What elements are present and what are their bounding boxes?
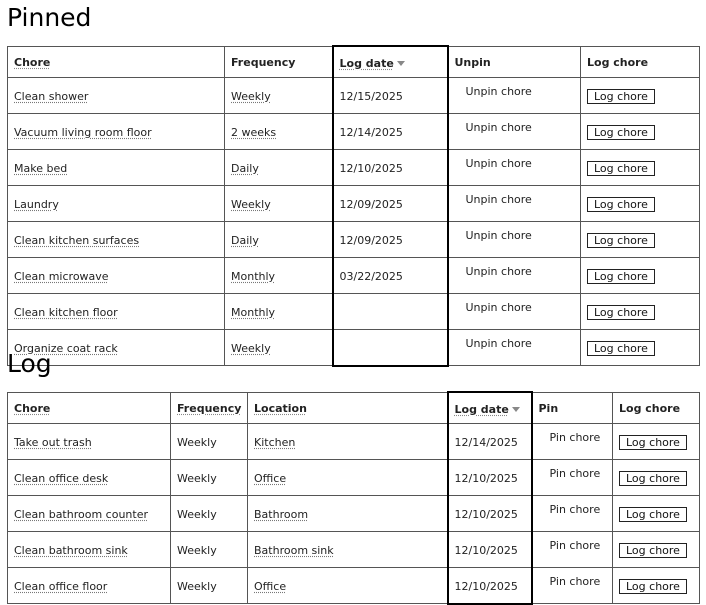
log-chore-button[interactable]: Log chore (619, 471, 687, 486)
table-row (8, 294, 700, 330)
unpin-cell (448, 294, 581, 330)
table-row (8, 78, 700, 114)
log-chore-button[interactable]: Log chore (619, 543, 687, 558)
unpin-chore-action[interactable]: Unpin chore (465, 337, 532, 350)
frequency-link[interactable]: Daily (231, 234, 259, 247)
pinned-header-row (8, 46, 700, 78)
pin-chore-action[interactable]: Pin chore (549, 431, 601, 444)
frequency-cell (225, 186, 333, 222)
table-row (8, 222, 700, 258)
log-chore-cell (613, 496, 700, 532)
pinned-header-chore[interactable] (8, 46, 225, 78)
log-header-frequency[interactable] (171, 392, 248, 424)
chore-cell (8, 186, 225, 222)
log-date-cell: 12/15/2025 (333, 78, 448, 114)
table-row (8, 258, 700, 294)
log-header-location[interactable] (248, 392, 448, 424)
log-header-pin (532, 392, 613, 424)
pin-cell (532, 424, 613, 460)
log-chore-cell (581, 258, 700, 294)
log-chore-cell (613, 424, 700, 460)
pinned-header-frequency (225, 46, 333, 78)
pinned-header-unpin-label: Unpin (454, 56, 491, 70)
log-chore-cell (581, 186, 700, 222)
location-cell (248, 532, 448, 568)
log-header-chore-label[interactable]: Chore (14, 402, 51, 416)
chore-cell (8, 294, 225, 330)
chore-cell (8, 222, 225, 258)
log-chore-button[interactable]: Log chore (619, 507, 687, 522)
pin-chore-action[interactable]: Pin chore (549, 575, 601, 588)
pinned-header-log-date-label[interactable]: Log date (339, 56, 394, 70)
log-table (7, 391, 700, 605)
chore-cell (8, 460, 171, 496)
location-cell (248, 424, 448, 460)
location-link[interactable]: Office (254, 580, 287, 593)
unpin-cell (448, 78, 581, 114)
frequency-cell (225, 222, 333, 258)
unpin-cell (448, 150, 581, 186)
log-header-log-date[interactable] (448, 392, 532, 424)
log-chore-cell (581, 150, 700, 186)
pinned-header-chore-label[interactable]: Chore (14, 56, 51, 70)
log-header-chore[interactable] (8, 392, 171, 424)
location-link[interactable]: Bathroom (254, 508, 309, 521)
chore-link[interactable]: Clean office floor (14, 580, 108, 593)
frequency-cell (225, 114, 333, 150)
log-chore-cell (581, 294, 700, 330)
log-chore-cell (613, 568, 700, 604)
table-row (8, 424, 700, 460)
log-chore-cell (613, 460, 700, 496)
frequency-link[interactable]: Daily (231, 162, 259, 175)
chore-link[interactable]: Laundry (14, 198, 59, 211)
log-chore-button[interactable]: Log chore (587, 269, 655, 284)
log-header-log-chore-label: Log chore (619, 402, 681, 416)
log-chore-button[interactable]: Log chore (587, 89, 655, 104)
pin-chore-action[interactable]: Pin chore (549, 539, 601, 552)
unpin-chore-action[interactable]: Unpin chore (465, 229, 532, 242)
table-row (8, 532, 700, 568)
log-header-location-label[interactable]: Location (254, 402, 307, 416)
log-chore-button[interactable]: Log chore (587, 233, 655, 248)
log-header-log-chore (613, 392, 700, 424)
log-chore-button[interactable]: Log chore (619, 435, 687, 450)
log-header-row (8, 392, 700, 424)
log-date-cell: 03/22/2025 (333, 258, 448, 294)
log-date-cell: 12/09/2025 (333, 186, 448, 222)
pin-cell (532, 460, 613, 496)
unpin-chore-action[interactable]: Unpin chore (465, 265, 532, 278)
pin-cell (532, 532, 613, 568)
pinned-header-unpin (448, 46, 581, 78)
log-date-cell: 12/09/2025 (333, 222, 448, 258)
location-link[interactable]: Bathroom sink (254, 544, 334, 557)
frequency-cell (225, 258, 333, 294)
chore-link[interactable]: Clean microwave (14, 270, 109, 283)
frequency-cell: Weekly (171, 568, 248, 604)
location-cell (248, 496, 448, 532)
chore-link[interactable]: Organize coat rack (14, 342, 118, 355)
log-header-pin-label: Pin (538, 402, 559, 416)
table-row (8, 330, 700, 366)
frequency-cell: Weekly (171, 424, 248, 460)
unpin-chore-action[interactable]: Unpin chore (465, 121, 532, 134)
log-chore-cell (581, 114, 700, 150)
pinned-header-frequency-label: Frequency (231, 56, 296, 70)
log-date-cell: 12/10/2025 (333, 150, 448, 186)
chore-cell (8, 258, 225, 294)
unpin-cell (448, 258, 581, 294)
frequency-link[interactable]: Monthly (231, 306, 276, 319)
chore-cell (8, 114, 225, 150)
log-date-cell: 12/14/2025 (448, 424, 532, 460)
pin-chore-action[interactable]: Pin chore (549, 467, 601, 480)
location-cell (248, 568, 448, 604)
log-date-cell: 12/10/2025 (448, 460, 532, 496)
pin-cell (532, 568, 613, 604)
log-chore-cell (581, 222, 700, 258)
log-date-cell: 12/10/2025 (448, 496, 532, 532)
chore-cell (8, 78, 225, 114)
table-row (8, 186, 700, 222)
table-row (8, 150, 700, 186)
chore-cell (8, 150, 225, 186)
chore-cell (8, 532, 171, 568)
chore-link[interactable]: Clean office desk (14, 472, 109, 485)
log-chore-button[interactable]: Log chore (619, 579, 687, 594)
pinned-table (7, 45, 700, 367)
table-row (8, 496, 700, 532)
unpin-chore-action[interactable]: Unpin chore (465, 193, 532, 206)
chore-link[interactable]: Make bed (14, 162, 68, 175)
log-chore-button[interactable]: Log chore (587, 161, 655, 176)
pinned-header-log-date[interactable] (333, 46, 448, 78)
log-chore-cell (581, 330, 700, 366)
unpin-chore-action[interactable]: Unpin chore (465, 85, 532, 98)
frequency-cell: Weekly (171, 460, 248, 496)
frequency-cell: Weekly (171, 532, 248, 568)
chore-link[interactable]: Take out trash (14, 436, 92, 449)
frequency-link[interactable]: Monthly (231, 270, 276, 283)
frequency-cell (225, 150, 333, 186)
frequency-cell (225, 330, 333, 366)
log-date-cell: 12/10/2025 (448, 532, 532, 568)
location-link[interactable]: Kitchen (254, 436, 296, 449)
chore-cell (8, 424, 171, 460)
frequency-link[interactable]: Weekly (231, 342, 271, 355)
log-header-log-date-label[interactable]: Log date (454, 402, 509, 416)
log-date-cell (333, 330, 448, 366)
log-date-cell (333, 294, 448, 330)
location-link[interactable]: Office (254, 472, 287, 485)
table-row (8, 460, 700, 496)
frequency-link[interactable]: 2 weeks (231, 126, 277, 139)
pinned-header-log-chore (581, 46, 700, 78)
unpin-cell (448, 114, 581, 150)
chore-link[interactable]: Vacuum living room floor (14, 126, 152, 139)
unpin-cell (448, 186, 581, 222)
pinned-section-title: Pinned (7, 3, 92, 32)
location-cell (248, 460, 448, 496)
log-header-frequency-label[interactable]: Frequency (177, 402, 242, 416)
frequency-link[interactable]: Weekly (231, 90, 271, 103)
pin-cell (532, 496, 613, 532)
table-row (8, 568, 700, 604)
pin-chore-action[interactable]: Pin chore (549, 503, 601, 516)
unpin-cell (448, 222, 581, 258)
log-chore-button[interactable]: Log chore (587, 125, 655, 140)
unpin-chore-action[interactable]: Unpin chore (465, 301, 532, 314)
chore-link[interactable]: Clean bathroom counter (14, 508, 148, 521)
log-chore-button[interactable]: Log chore (587, 341, 655, 356)
frequency-cell: Weekly (171, 496, 248, 532)
log-chore-cell (613, 532, 700, 568)
pinned-header-log-chore-label: Log chore (587, 56, 649, 70)
unpin-chore-action[interactable]: Unpin chore (465, 157, 532, 170)
log-date-cell: 12/14/2025 (333, 114, 448, 150)
chore-cell (8, 496, 171, 532)
frequency-cell (225, 294, 333, 330)
log-date-cell: 12/10/2025 (448, 568, 532, 604)
sort-descending-icon (397, 61, 405, 66)
table-row (8, 114, 700, 150)
log-chore-button[interactable]: Log chore (587, 197, 655, 212)
chore-link[interactable]: Clean bathroom sink (14, 544, 128, 557)
unpin-cell (448, 330, 581, 366)
log-chore-button[interactable]: Log chore (587, 305, 655, 320)
sort-descending-icon (512, 407, 520, 412)
frequency-link[interactable]: Weekly (231, 198, 271, 211)
log-section-title: Log (7, 349, 52, 378)
chore-link[interactable]: Clean kitchen floor (14, 306, 118, 319)
chore-cell (8, 568, 171, 604)
chore-link[interactable]: Clean kitchen surfaces (14, 234, 140, 247)
log-chore-cell (581, 78, 700, 114)
chore-link[interactable]: Clean shower (14, 90, 89, 103)
frequency-cell (225, 78, 333, 114)
